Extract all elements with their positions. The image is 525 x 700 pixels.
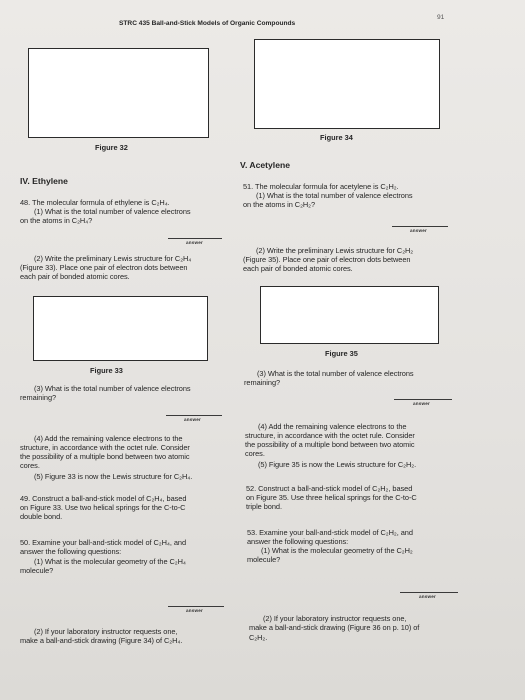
answer-label: answer bbox=[186, 608, 204, 613]
q52-text-cont: triple bond. bbox=[246, 502, 282, 511]
page-number: 91 bbox=[437, 14, 445, 21]
q48-part1-answer-line[interactable] bbox=[168, 238, 222, 239]
q50-part1-answer-line[interactable] bbox=[168, 606, 224, 607]
figure-32-caption: Figure 32 bbox=[95, 143, 128, 152]
figure-32-box[interactable] bbox=[28, 48, 209, 138]
q51-part1-answer-line[interactable] bbox=[392, 226, 448, 227]
q48-part3-answer-line[interactable] bbox=[166, 415, 222, 416]
q48-part5-text: (5) Figure 33 is now the Lewis structure for C₂H₄. bbox=[34, 472, 193, 481]
q51-part2-text: (2) Write the preliminary Lewis structure for C₂H₂ bbox=[256, 246, 414, 255]
q51-part5-text: (5) Figure 35 is now the Lewis structure for C₂H₂. bbox=[258, 460, 417, 469]
q48-part3-text: (3) What is the total number of valence electrons bbox=[34, 384, 191, 393]
q48-part1-text-cont: on the atoms in C₂H₄? bbox=[20, 216, 93, 225]
q51-part3-answer-line[interactable] bbox=[394, 399, 452, 400]
answer-label: answer bbox=[410, 228, 428, 233]
q53-part1-text-cont: molecule? bbox=[247, 555, 281, 564]
q48-part4-text: (4) Add the remaining valence electrons to the bbox=[34, 434, 183, 443]
q48-part4-text-cont: structure, in accordance with the octet rule. Consider bbox=[20, 443, 190, 452]
q51-part1-text-cont: on the atoms in C₂H₂? bbox=[243, 200, 316, 209]
q48-part2-text: (2) Write the preliminary Lewis structure for C₂H₄ bbox=[34, 254, 192, 263]
q51-text: 51. The molecular formula for acetylene is C₂H₂. bbox=[243, 182, 399, 191]
q51-part4-text-cont: the possibility of a multiple bond between two atomic bbox=[245, 440, 415, 449]
q52-text-cont: on Figure 35. Use three helical springs for the C-to-C bbox=[246, 493, 417, 502]
q51-part3-text: (3) What is the total number of valence electrons bbox=[257, 369, 414, 378]
q51-part1-text: (1) What is the total number of valence electrons bbox=[256, 191, 413, 200]
q53-text: 53. Examine your ball-and-stick model of C₂H₂, and bbox=[247, 528, 413, 537]
q53-part1-text: (1) What is the molecular geometry of the C₂H₂ bbox=[261, 546, 413, 555]
q51-part2-text-cont: each pair of bonded atomic cores. bbox=[243, 264, 353, 273]
q51-part2-text-cont: (Figure 35). Place one pair of electron dots between bbox=[243, 255, 411, 264]
q51-part3-text-cont: remaining? bbox=[244, 378, 281, 387]
q48-part2-text-cont: (Figure 33). Place one pair of electron dots between bbox=[20, 263, 188, 272]
answer-label: answer bbox=[413, 401, 431, 406]
q53-part1-answer-line[interactable] bbox=[400, 592, 458, 593]
q51-part4-text: (4) Add the remaining valence electrons to the bbox=[258, 422, 407, 431]
q51-part4-text-cont: cores. bbox=[245, 449, 265, 458]
q48-part2-text-cont: each pair of bonded atomic cores. bbox=[20, 272, 130, 281]
q48-part4-text-cont: cores. bbox=[20, 461, 40, 470]
q52-text: 52. Construct a ball-and-stick model of C₂H₂, based bbox=[246, 484, 413, 493]
q50-text: 50. Examine your ball-and-stick model of C₂H₄, and bbox=[20, 538, 187, 547]
q50-part1-text: (1) What is the molecular geometry of the C₂H₄ bbox=[34, 557, 186, 566]
figure-33-box[interactable] bbox=[33, 296, 208, 361]
q53-part2-text-cont: make a ball-and-stick drawing (Figure 36 on p. 10) of bbox=[249, 623, 420, 632]
answer-label: answer bbox=[184, 417, 202, 422]
figure-35-box[interactable] bbox=[260, 286, 439, 344]
figure-34-caption: Figure 34 bbox=[320, 133, 353, 142]
q49-text-cont: on Figure 33. Use two helical springs for the C-to-C bbox=[20, 503, 186, 512]
q50-part2-text: (2) If your laboratory instructor requests one, bbox=[34, 627, 178, 636]
figure-34-box[interactable] bbox=[254, 39, 440, 129]
q53-part2-text-cont: C₂H₂. bbox=[249, 633, 268, 642]
q53-part2-text: (2) If your laboratory instructor requests one, bbox=[263, 614, 407, 623]
answer-label: answer bbox=[419, 594, 437, 599]
q50-text-cont: answer the following questions: bbox=[20, 547, 122, 556]
figure-35-caption: Figure 35 bbox=[325, 349, 358, 358]
answer-label: answer bbox=[186, 240, 204, 245]
figure-33-caption: Figure 33 bbox=[90, 366, 123, 375]
q49-text: 49. Construct a ball-and-stick model of C₂H₄, based bbox=[20, 494, 187, 503]
running-header: STRC 435 Ball-and-Stick Models of Organic Compounds bbox=[119, 20, 296, 27]
q50-part2-text-cont: make a ball-and-stick drawing (Figure 34) of C₂H₄. bbox=[20, 636, 183, 645]
q48-part3-text-cont: remaining? bbox=[20, 393, 57, 402]
q53-text-cont: answer the following questions: bbox=[247, 537, 349, 546]
q48-part1-text: (1) What is the total number of valence electrons bbox=[34, 207, 191, 216]
section-acetylene-heading: V. Acetylene bbox=[240, 160, 291, 170]
q49-text-cont: double bond. bbox=[20, 512, 63, 521]
q48-part4-text-cont: the possibility of a multiple bond between two atomic bbox=[20, 452, 190, 461]
q48-text: 48. The molecular formula of ethylene is C₂H₄. bbox=[20, 198, 170, 207]
section-ethylene-heading: IV. Ethylene bbox=[20, 176, 68, 186]
q50-part1-text-cont: molecule? bbox=[20, 566, 54, 575]
q51-part4-text-cont: structure, in accordance with the octet rule. Consider bbox=[245, 431, 415, 440]
